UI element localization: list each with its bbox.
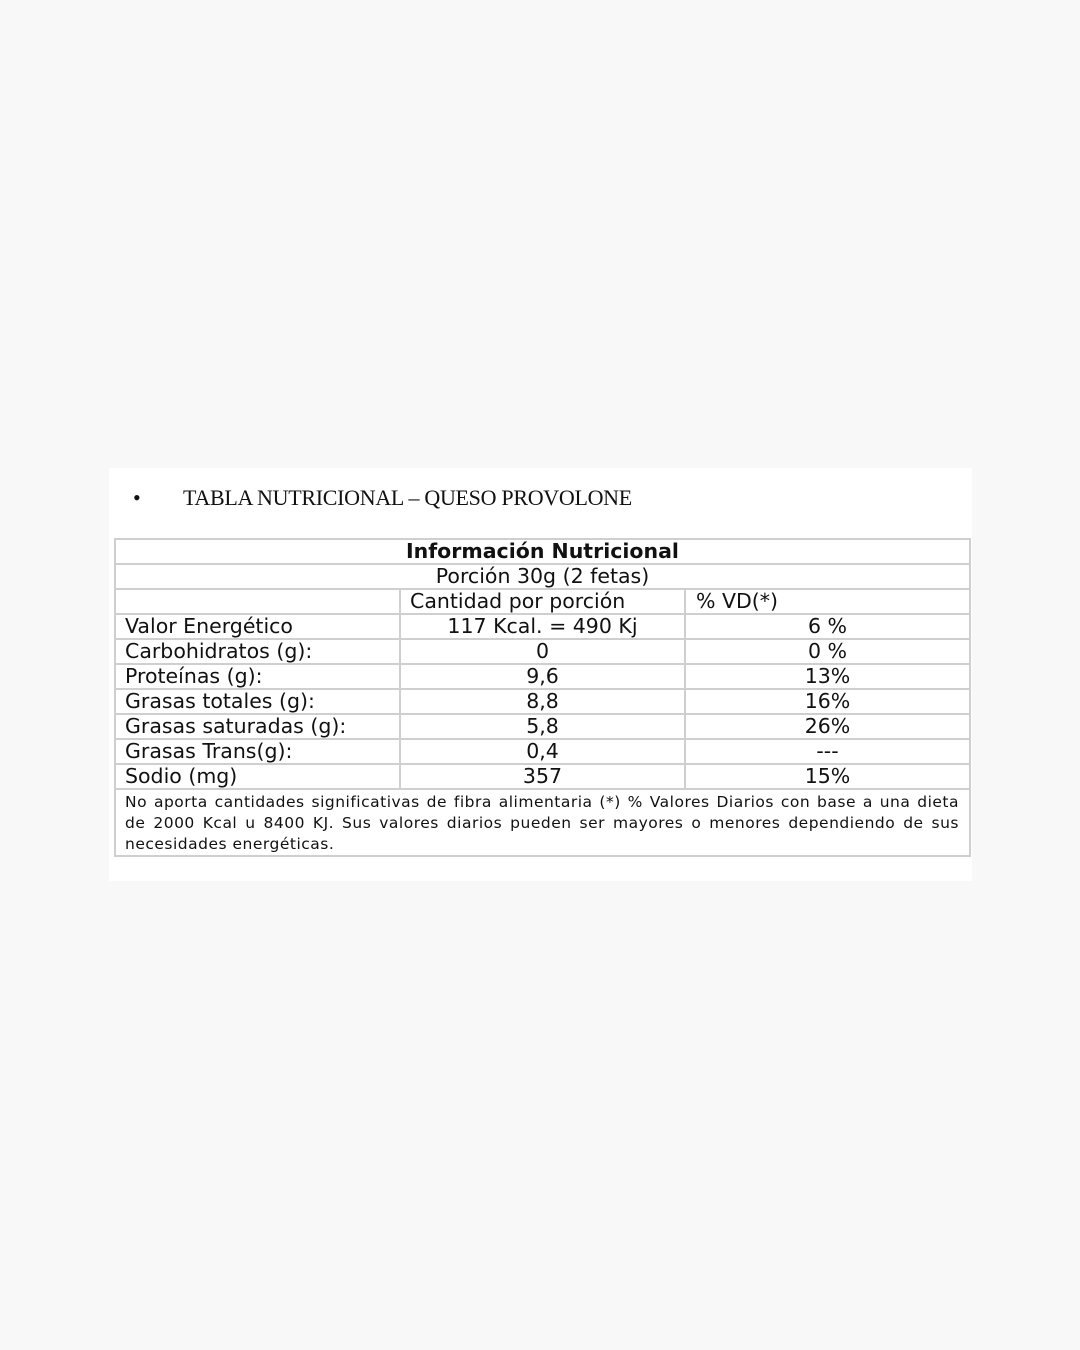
portion-row (115, 564, 970, 589)
table-row (115, 714, 970, 739)
nutrient-amount: 0,4 (400, 739, 685, 764)
nutrient-vd: 6 % (685, 614, 970, 639)
table-row (115, 664, 970, 689)
document-heading (109, 482, 972, 514)
nutrient-vd: --- (685, 739, 970, 764)
column-header-amount: Cantidad por porción (400, 589, 685, 614)
document-panel (109, 468, 972, 881)
column-header-row (115, 589, 970, 614)
table-row (115, 739, 970, 764)
nutrient-vd: 26% (685, 714, 970, 739)
nutrient-name: Carbohidratos (g): (115, 639, 400, 664)
bullet-icon: • (133, 485, 141, 510)
nutrient-amount: 117 Kcal. = 490 Kj (400, 614, 685, 639)
nutrition-table (114, 538, 971, 857)
nutrient-vd: 15% (685, 764, 970, 789)
nutrient-name: Sodio (mg) (115, 764, 400, 789)
column-header-nutrient (115, 589, 400, 614)
nutrient-amount: 357 (400, 764, 685, 789)
table-row (115, 689, 970, 714)
footnote-row (115, 789, 970, 856)
nutrient-amount: 5,8 (400, 714, 685, 739)
table-title: Información Nutricional (115, 539, 970, 564)
nutrient-name: Grasas saturadas (g): (115, 714, 400, 739)
table-title-row (115, 539, 970, 564)
table-row (115, 614, 970, 639)
nutrient-vd: 0 % (685, 639, 970, 664)
nutrient-name: Proteínas (g): (115, 664, 400, 689)
portion-size: Porción 30g (2 fetas) (115, 564, 970, 589)
table-row (115, 639, 970, 664)
nutrient-amount: 8,8 (400, 689, 685, 714)
heading-text: TABLA NUTRICIONAL – QUESO PROVOLONE (183, 485, 632, 510)
table-row (115, 764, 970, 789)
nutrient-amount: 9,6 (400, 664, 685, 689)
nutrient-amount: 0 (400, 639, 685, 664)
column-header-vd: % VD(*) (685, 589, 970, 614)
nutrient-vd: 13% (685, 664, 970, 689)
nutrient-vd: 16% (685, 689, 970, 714)
footnote: No aporta cantidades significativas de fibra alimentaria (*) % Valores Diarios con base a una dieta de 2000 Kcal u 8400 KJ. Sus valores diarios pueden ser mayores o menores dependiendo de sus necesidades energéticas. (115, 789, 970, 856)
nutrient-name: Grasas Trans(g): (115, 739, 400, 764)
nutrient-name: Valor Energético (115, 614, 400, 639)
nutrient-name: Grasas totales (g): (115, 689, 400, 714)
